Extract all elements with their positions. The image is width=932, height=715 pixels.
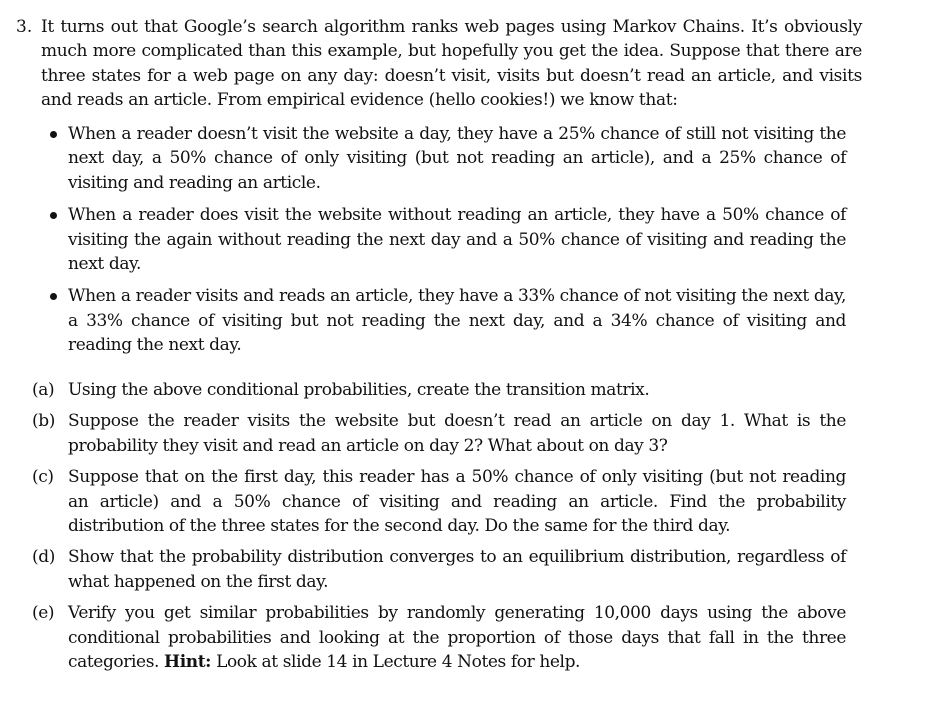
- list-item: [50, 203, 846, 276]
- conditions-list: [50, 122, 846, 366]
- bullet-text: When a reader doesn’t visit the website a day, they have a 25% chance of still not visiting the next day, a 50% chance of only visiting (but not reading an article), and a 25% chance of visiting and reading an article.: [68, 124, 846, 193]
- part-text: Suppose the reader visits the website but doesn’t read an article on day 1. What is the probability they visit and read an article on day 2? What about on day 3?: [68, 411, 846, 456]
- bullet-icon: [50, 212, 57, 219]
- hint-label: Hint:: [164, 652, 212, 673]
- subquestion-a: [32, 378, 846, 402]
- part-text: Suppose that on the first day, this reader has a 50% chance of only visiting (but not reading an article) and a 50% chance of visiting and reading an article. Find the probability distribution of the three states for the second day. Do the same for the third day.: [68, 467, 846, 537]
- subquestions-list: [32, 378, 846, 681]
- problem-intro: It turns out that Google’s search algorithm ranks web pages using Markov Chains. It’s obviously much more complicated than this example, but hopefully you get the idea. Suppose that there are three states for a web page on any day: doesn’t visit, visits but doesn’t read an article, and visits and reads an article. From empirical evidence (hello cookies!) we know that:: [41, 17, 862, 111]
- list-item: [50, 122, 846, 195]
- part-label: (a): [32, 380, 55, 400]
- hint-text: Look at slide 14 in Lecture 4 Notes for help.: [216, 652, 581, 673]
- problem-3: [16, 15, 862, 113]
- subquestion-e: [32, 601, 846, 674]
- subquestion-b: [32, 409, 846, 458]
- part-label: (b): [32, 411, 55, 432]
- subquestion-c: [32, 465, 846, 538]
- bullet-text: When a reader visits and reads an article, they have a 33% chance of not visiting the next day, a 33% chance of visiting but not reading the next day, and a 34% chance of visiting and reading the next day.: [68, 286, 846, 356]
- part-label: (c): [32, 467, 54, 488]
- bullet-text: When a reader does visit the website without reading an article, they have a 50% chance of visiting the again without reading the next day and a 50% chance of visiting and reading the next day.: [68, 205, 846, 275]
- part-text: Using the above conditional probabilities, create the transition matrix.: [68, 380, 650, 400]
- part-text: Verify you get similar probabilities by randomly generating 10,000 days using the above conditional probabilities and looking at the proportion of those days that fall in the three categories.: [68, 603, 846, 673]
- part-label: (d): [32, 547, 55, 568]
- part-text: Show that the probability distribution converges to an equilibrium distribution, regardless of what happened on the first day.: [68, 547, 846, 592]
- problem-number: 3.: [16, 17, 33, 37]
- subquestion-d: [32, 545, 846, 594]
- bullet-icon: [50, 131, 57, 138]
- part-label: (e): [32, 603, 55, 624]
- list-item: [50, 284, 846, 357]
- bullet-icon: [50, 293, 57, 300]
